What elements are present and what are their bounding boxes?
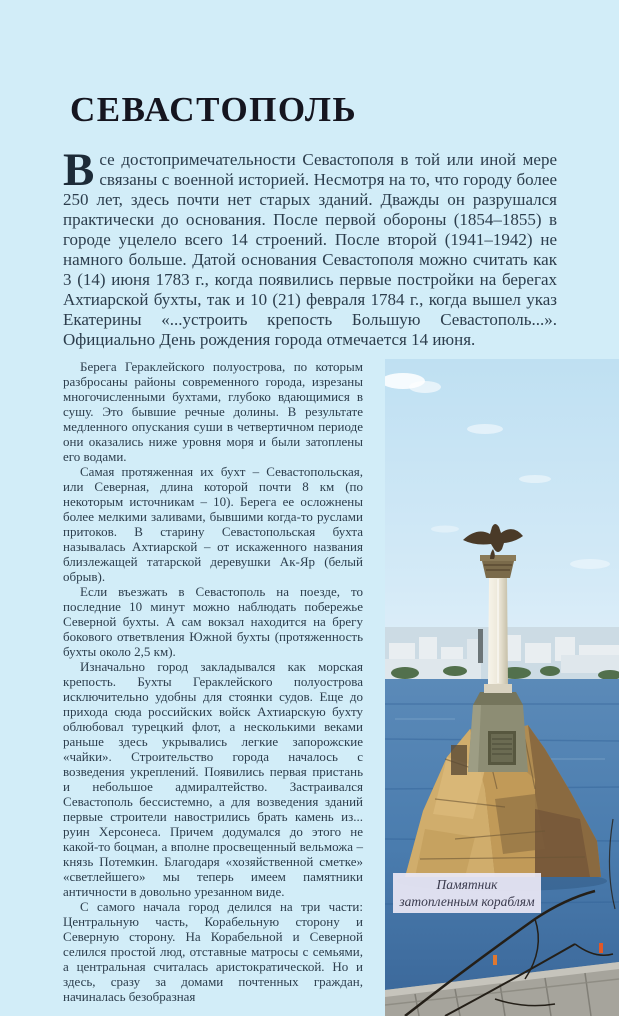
paragraph: Самая протяженная их бухт – Севастопольская, или Северная, длина которой почти 8 км (по некоторым источникам – 10). Берега ее осложнены более мелкими заливами, бывшими когда-то руслами притоков. В старину Севастопольская бухта называлась Ахтиарской – от искаженного названия близлежащей татарской деревушки Ак-Яр (белый обрыв). — [63, 464, 363, 584]
page-title: СЕВАСТОПОЛЬ — [70, 90, 358, 129]
paragraph: Если въезжать в Севастополь на поезде, то последние 10 минут можно наблюдать побережье Северной бухты. А сам вокзал находится на брегу бокового ответвления Южной бухты (протяженность бухты около 2,5 км). — [63, 584, 363, 659]
paragraph: Берега Гераклейского полуострова, по которым разбросаны районы современного города, изрезаны многочисленными бухтами, глубоко вдающимися в сушу. Это бывшие речные долины. В результате медленного опускания суши в четвертичном периоде они оказались ниже уровня моря и были затоплены его водами. — [63, 359, 363, 464]
photo-caption-line2: затопленным кораблям — [399, 894, 535, 909]
orange-bollard — [493, 955, 497, 965]
monument-photo — [385, 359, 619, 1016]
intro-text: се достопримечательности Севастополя в той или иной мере связаны с военной историей. Несмотря на то, что городу более 250 лет, здесь почти нет старых зданий. Дважды он разрушался практически до основания. После первой обороны (1854–1855) в городе уцелело всего 14 строений. После второй (1941–1942) не намного больше. Датой основания Севастополя можно считать как 3 (14) июня 1783 г., когда появились первые постройки на берегах Ахтиарской бухты, так и 10 (21) февраля 1784 г., когда вышел указ Екатерины «...устроить крепость Большую Севастополь...». Официально День рождения города отмечается 14 июня. — [63, 150, 557, 349]
paragraph: Изначально город закладывался как морская крепость. Бухты Гераклейского полуострова исключительно удобны для стоянки судов. Еще до прихода сюда российских войск Ахтиарскую бухту облюбовал турецкий флот, а несколькими веками раньше здесь укрывались легкие запорожские «чайки». Строительство города началось с возведения укреплений. Появились первая пристань и небольшое адмиралтейство. Застраивался Севастополь бессистемно, а для возведения зданий первые строители навострились брать камень из... руин Херсонеса. Причем додумался до этого не какой-то боцман, а вполне просвещенный вельможа – князь Потемкин. Благодаря «хозяйственной сметке» «светлейшего» мы теперь имеем памятники античности в довольно урезанном виде. — [63, 659, 363, 899]
intro-paragraph — [63, 144, 557, 350]
monument-photo-illustration — [385, 359, 619, 1016]
paragraph: С самого начала город делился на три части: Центральную часть, Корабельную сторону и Северную сторону. На Корабельной и Северной селился простой люд, отставные матросы с семьями, а центральная считалась аристократической. Но и здесь, сразу за домами почтенных граждан, начиналась безобразная — [63, 899, 363, 1004]
orange-bollard — [599, 943, 603, 953]
photo-caption-line1: Памятник — [436, 877, 498, 892]
drop-cap: В — [63, 144, 95, 196]
rock-relief — [451, 745, 467, 775]
chimney — [478, 629, 483, 663]
column-capital — [480, 555, 516, 578]
photo-caption — [393, 873, 541, 913]
body-text-column — [63, 359, 363, 1004]
two-column-layout — [63, 359, 619, 1016]
